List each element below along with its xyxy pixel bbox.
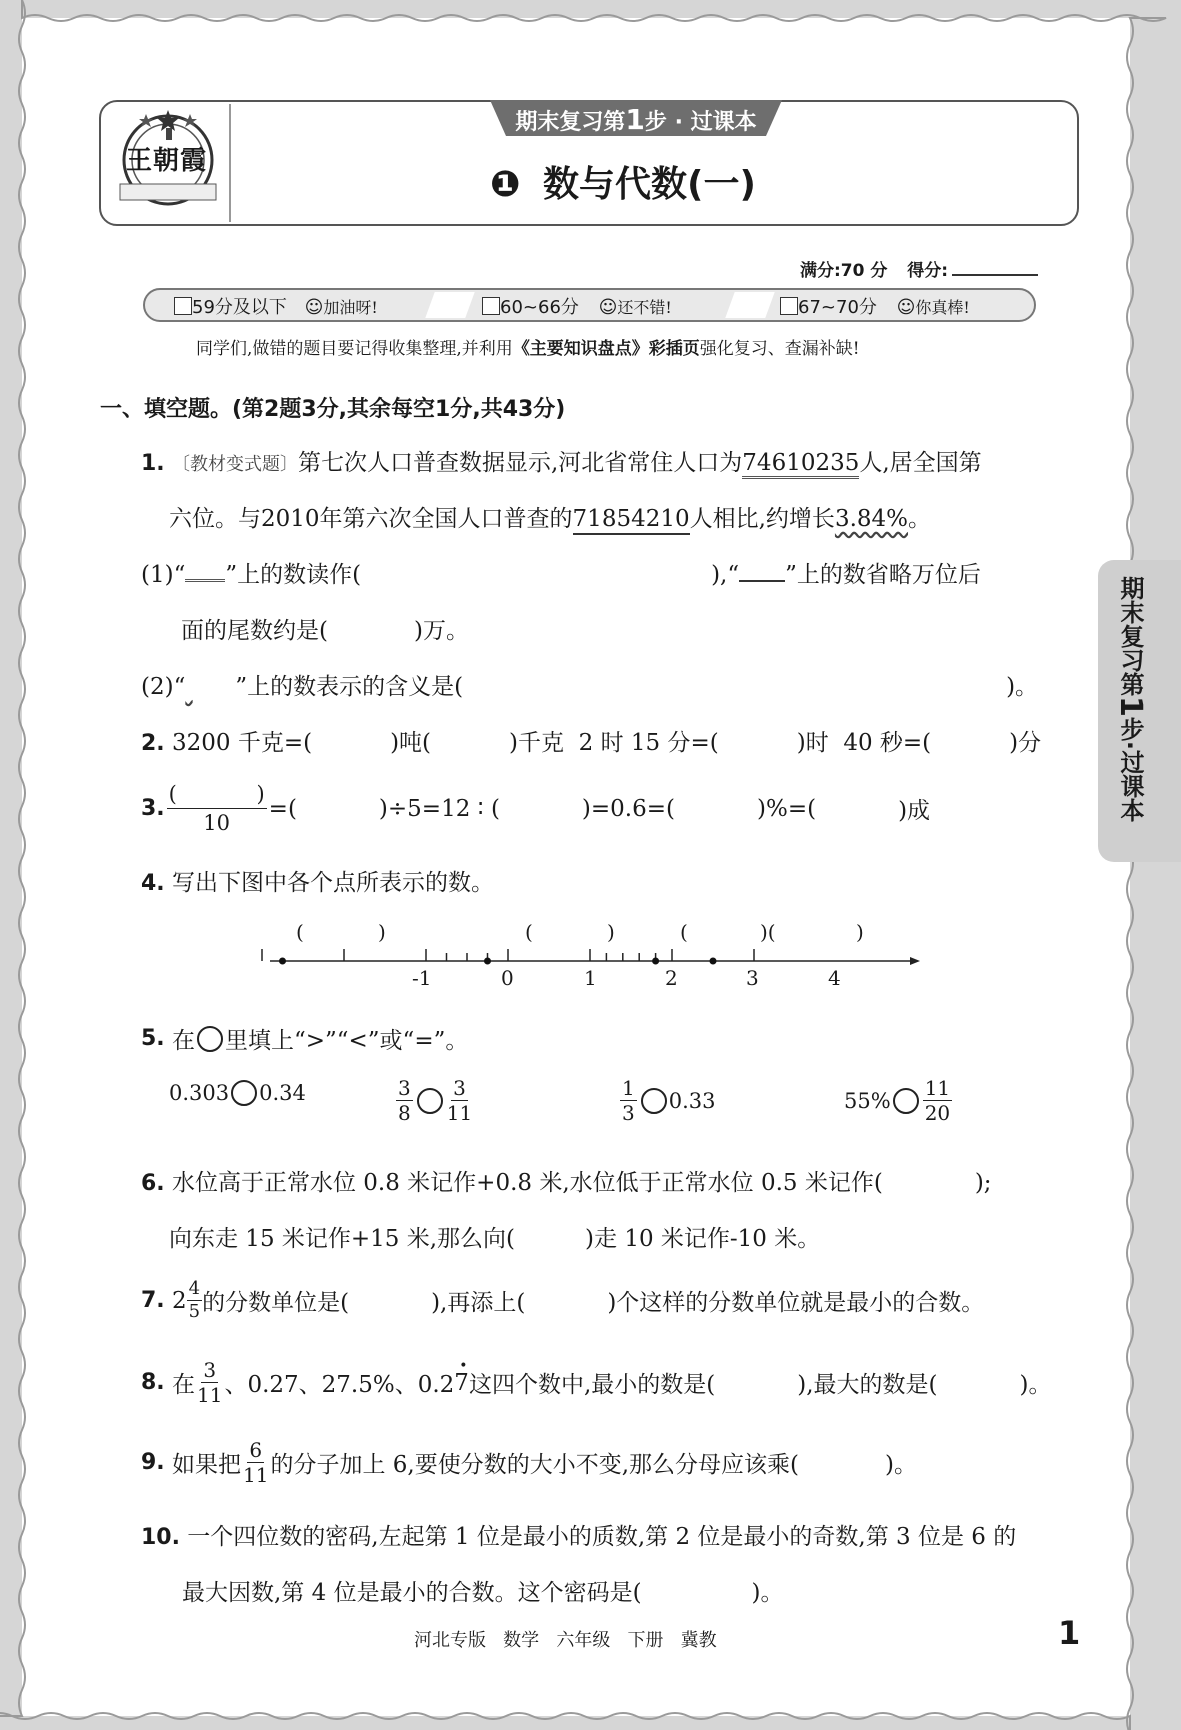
side-tab-step: 1 bbox=[1113, 696, 1148, 717]
nl-point bbox=[652, 958, 659, 965]
q5-i2d2: 11 bbox=[446, 1101, 473, 1125]
q4-paren-1-l: ( bbox=[296, 920, 304, 944]
q9-a: 如果把 bbox=[171, 1452, 241, 1478]
cheer-face-icon: ☺ bbox=[304, 297, 324, 318]
q1-s2-c: )。 bbox=[1006, 674, 1039, 700]
q5-item-4 bbox=[844, 1076, 954, 1125]
q3-den: 10 bbox=[203, 811, 231, 835]
q7-d: 5 bbox=[188, 1301, 201, 1322]
q5-circle-1[interactable] bbox=[231, 1080, 257, 1106]
side-tab-pre: 期末复习第 bbox=[1116, 576, 1144, 696]
grade-1-range: 59分及以下 bbox=[192, 297, 287, 318]
q5 bbox=[141, 1022, 468, 1055]
q6-d: )走 10 米记作-10 米。 bbox=[585, 1226, 821, 1252]
q6-line2 bbox=[169, 1220, 820, 1253]
score-line bbox=[800, 256, 948, 281]
star-face-icon: ☺ bbox=[896, 297, 916, 318]
q9-number: 9. bbox=[141, 1450, 165, 1475]
nl-point bbox=[484, 958, 491, 965]
q10-b: 最大因数,第 4 位是最小的合数。这个密码是( bbox=[182, 1580, 642, 1606]
nl-label-1: 1 bbox=[584, 966, 597, 990]
q3-e: )成 bbox=[898, 798, 931, 824]
q7-number: 7. bbox=[141, 1288, 165, 1313]
q1-text-a: 第七次人口普查数据显示,河北省常住人口为 bbox=[297, 450, 743, 476]
q5-a: 在 bbox=[171, 1028, 195, 1054]
q1-sub2 bbox=[141, 668, 1038, 701]
q5-circle-4[interactable] bbox=[893, 1088, 919, 1114]
grade-2 bbox=[482, 293, 672, 319]
smile-face-icon: ☺ bbox=[598, 297, 618, 318]
q2-b: )吨( bbox=[390, 730, 432, 756]
q1-line1 bbox=[141, 444, 982, 477]
got-score-label: 得分: bbox=[907, 261, 949, 281]
q8-rep: 7 bbox=[454, 1369, 469, 1396]
q5-i4a: 55% bbox=[844, 1088, 891, 1113]
tip-bold: 《主要知识盘点》彩插页 bbox=[512, 339, 700, 359]
q1-line2 bbox=[169, 500, 931, 533]
nl-label-3: 3 bbox=[746, 966, 759, 990]
q1-number: 1. bbox=[141, 451, 165, 476]
q4-paren-4-r: ) bbox=[856, 920, 864, 944]
q7 bbox=[141, 1278, 984, 1323]
q6-c: 向东走 15 米记作+15 米,那么向( bbox=[169, 1226, 516, 1252]
q4-paren-1-r: ) bbox=[378, 920, 386, 944]
q9-n: 6 bbox=[249, 1438, 263, 1462]
q4-number: 4. bbox=[141, 871, 165, 896]
q4-paren-3-l: ( bbox=[680, 920, 688, 944]
tip-line bbox=[196, 334, 860, 359]
grade-2-msg: 还不错! bbox=[617, 298, 672, 317]
nl-label-4: 4 bbox=[828, 966, 841, 990]
q5-circle-3[interactable] bbox=[641, 1088, 667, 1114]
q10-a: 一个四位数的密码,左起第 1 位是最小的质数,第 2 位是最小的奇数,第 3 位是 6 的 bbox=[187, 1524, 1017, 1550]
q5-i1b: 0.34 bbox=[259, 1081, 306, 1105]
q5-circle-2[interactable] bbox=[417, 1088, 443, 1114]
q5-i1a: 0.303 bbox=[169, 1081, 230, 1105]
q8-f: )。 bbox=[1019, 1372, 1052, 1398]
q7-b: ),再添上( bbox=[431, 1290, 526, 1316]
q5-i2n2: 3 bbox=[453, 1076, 466, 1100]
q8-d: 11 bbox=[196, 1383, 223, 1407]
nl-point bbox=[710, 958, 717, 965]
q8-n: 3 bbox=[203, 1358, 217, 1382]
q1-s1-a: (1)“ bbox=[141, 562, 186, 588]
grade-1-checkbox[interactable] bbox=[174, 297, 192, 315]
q8-number: 8. bbox=[141, 1370, 165, 1395]
q3-num-r: ) bbox=[256, 782, 265, 806]
nl-label-2: 2 bbox=[665, 966, 678, 990]
q8-a: 在 bbox=[171, 1372, 195, 1398]
q10-c: )。 bbox=[751, 1580, 784, 1606]
q7-n: 4 bbox=[188, 1278, 201, 1299]
repeat-dot-icon: • bbox=[459, 1357, 468, 1374]
nl-label-neg1: -1 bbox=[412, 966, 432, 990]
section-heading: 一、填空题。(第2题3分,其余每空1分,共43分) bbox=[100, 397, 566, 422]
q8 bbox=[141, 1358, 1051, 1407]
q3-number: 3. bbox=[141, 796, 165, 821]
q5-i4n: 11 bbox=[924, 1076, 951, 1100]
q3-c: )=0.6=( bbox=[581, 795, 675, 822]
q10-line1 bbox=[141, 1518, 1016, 1551]
q5-number: 5. bbox=[141, 1026, 165, 1051]
q8-c: 这四个数中,最小的数是( bbox=[468, 1372, 716, 1398]
q5-i4d: 20 bbox=[924, 1101, 951, 1125]
q1-s1-f: )万。 bbox=[413, 618, 469, 644]
grade-2-range: 60~66分 bbox=[500, 297, 579, 318]
q5-i2n1: 3 bbox=[398, 1076, 411, 1100]
q3-d: )%=( bbox=[757, 795, 817, 822]
footer-text: 河北专版 数学 六年级 下册 冀教 bbox=[414, 1630, 717, 1651]
q8-b: 、0.27、27.5%、0.2 bbox=[224, 1372, 455, 1398]
grade-3 bbox=[780, 293, 970, 319]
q9-c: )。 bbox=[884, 1452, 917, 1478]
nl-point bbox=[279, 958, 286, 965]
unit-number: ❶ bbox=[490, 164, 521, 205]
q5-i3d: 3 bbox=[622, 1101, 635, 1125]
title-badge bbox=[506, 103, 766, 136]
side-tab-text bbox=[1104, 576, 1148, 822]
q3-fraction bbox=[167, 780, 267, 837]
q1-wavy-number: 3.84% bbox=[834, 506, 909, 532]
tip-post: 强化复习、查漏补缺! bbox=[699, 339, 860, 359]
single-line-mark bbox=[739, 579, 785, 582]
q1-text-e: 。 bbox=[908, 506, 932, 532]
q7-a: 的分数单位是( bbox=[202, 1290, 350, 1316]
q10-line2 bbox=[182, 1574, 784, 1607]
q9-d: 11 bbox=[242, 1463, 269, 1487]
tip-pre: 同学们,做错的题目要记得收集整理,并利用 bbox=[196, 339, 513, 359]
q1-text-b: 人,居全国第 bbox=[859, 450, 982, 476]
q7-c: )个这样的分数单位就是最小的合数。 bbox=[607, 1290, 985, 1316]
q4-paren-pair: )( bbox=[760, 920, 776, 944]
badge-step: 1 bbox=[625, 103, 645, 136]
full-score: 满分:70 分 bbox=[800, 261, 888, 281]
q2-g: )分 bbox=[1009, 730, 1042, 756]
badge-pre: 期末复习第 bbox=[515, 110, 626, 135]
unit-title bbox=[490, 156, 756, 207]
unit-title-text: 数与代数(一) bbox=[543, 164, 756, 205]
q1-text-c: 六位。与2010年第六次全国人口普查的 bbox=[169, 506, 573, 532]
q1-s2-b: ”上的数表示的含义是( bbox=[235, 674, 464, 700]
q6-a: 水位高于正常水位 0.8 米记作+0.8 米,水位低于正常水位 0.5 米记作( bbox=[171, 1170, 883, 1196]
q4-text: 写出下图中各个点所表示的数。 bbox=[171, 870, 494, 896]
q5-item-3 bbox=[618, 1076, 716, 1125]
q2-a: 3200 千克=( bbox=[171, 730, 313, 756]
q1-double-underlined-number: 74610235 bbox=[742, 450, 859, 479]
grade-3-msg: 你真棒! bbox=[915, 298, 970, 317]
double-line-mark bbox=[185, 579, 225, 582]
q1-s1-b: ”上的数读作( bbox=[225, 562, 362, 588]
q2-e: )时 bbox=[796, 730, 829, 756]
q1-tag: 〔教材变式题〕 bbox=[171, 454, 298, 475]
header-divider bbox=[229, 104, 231, 222]
badge-post: 步 · 过课本 bbox=[644, 110, 757, 135]
q4-paren-2-l: ( bbox=[525, 920, 533, 944]
q1-sub1-line2 bbox=[181, 612, 469, 645]
side-tab-post: 步·过课本 bbox=[1116, 716, 1144, 822]
q5-i3b: 0.33 bbox=[668, 1088, 716, 1113]
q2-number: 2. bbox=[141, 731, 165, 756]
q6-line1 bbox=[141, 1164, 992, 1197]
q5-i2d1: 8 bbox=[398, 1101, 411, 1125]
q7-whole: 2 bbox=[171, 1287, 187, 1314]
logo-text: 王朝霞 bbox=[126, 146, 208, 176]
grade-3-range: 67~70分 bbox=[798, 297, 877, 318]
q2-c: )千克 bbox=[509, 730, 565, 756]
q8-e: ),最大的数是( bbox=[797, 1372, 938, 1398]
q3-b: )÷5=12 ∶ ( bbox=[378, 795, 500, 822]
grade-2-checkbox[interactable] bbox=[482, 297, 500, 315]
number-line-arrow bbox=[910, 957, 920, 965]
q1-s1-e: 面的尾数约是( bbox=[181, 618, 328, 644]
grade-1 bbox=[174, 293, 378, 319]
q1-s2-a: (2)“ bbox=[141, 674, 186, 700]
q2 bbox=[141, 724, 1041, 757]
q9 bbox=[141, 1438, 917, 1487]
q5-item-2 bbox=[394, 1076, 474, 1125]
nl-label-0: 0 bbox=[501, 966, 514, 990]
page-number: 1 bbox=[1058, 1614, 1081, 1652]
q1-sub1-line1 bbox=[141, 556, 981, 589]
q6-b: ); bbox=[974, 1170, 992, 1196]
q3-num-l: ( bbox=[168, 782, 177, 806]
q3 bbox=[141, 780, 930, 837]
q5-b: 里填上“>”“<”或“=”。 bbox=[224, 1028, 469, 1054]
q2-f: 40 秒=( bbox=[843, 730, 932, 756]
q10-number: 10. bbox=[141, 1525, 180, 1550]
grade-3-checkbox[interactable] bbox=[780, 297, 798, 315]
grade-1-msg: 加油呀! bbox=[323, 298, 378, 317]
q2-d: 2 时 15 分=( bbox=[578, 730, 719, 756]
q4-paren-2-r: ) bbox=[607, 920, 615, 944]
q1-text-d: 人相比,约增长 bbox=[689, 506, 835, 532]
score-blank[interactable] bbox=[952, 274, 1038, 276]
compare-circle-icon bbox=[197, 1026, 223, 1052]
q3-a: =( bbox=[268, 795, 297, 822]
q5-item-1 bbox=[169, 1080, 306, 1106]
q1-s1-d: ”上的数省略万位后 bbox=[785, 562, 981, 588]
wavy-line-mark bbox=[185, 674, 235, 700]
q9-b: 的分子加上 6,要使分数的大小不变,那么分母应该乘( bbox=[270, 1452, 799, 1478]
q8-repeating-digit bbox=[454, 1357, 469, 1396]
q4 bbox=[141, 864, 494, 897]
q5-i3n: 1 bbox=[622, 1076, 635, 1100]
q1-underlined-number: 71854210 bbox=[573, 506, 690, 535]
q6-number: 6. bbox=[141, 1171, 165, 1196]
q1-s1-c: ),“ bbox=[711, 562, 740, 588]
